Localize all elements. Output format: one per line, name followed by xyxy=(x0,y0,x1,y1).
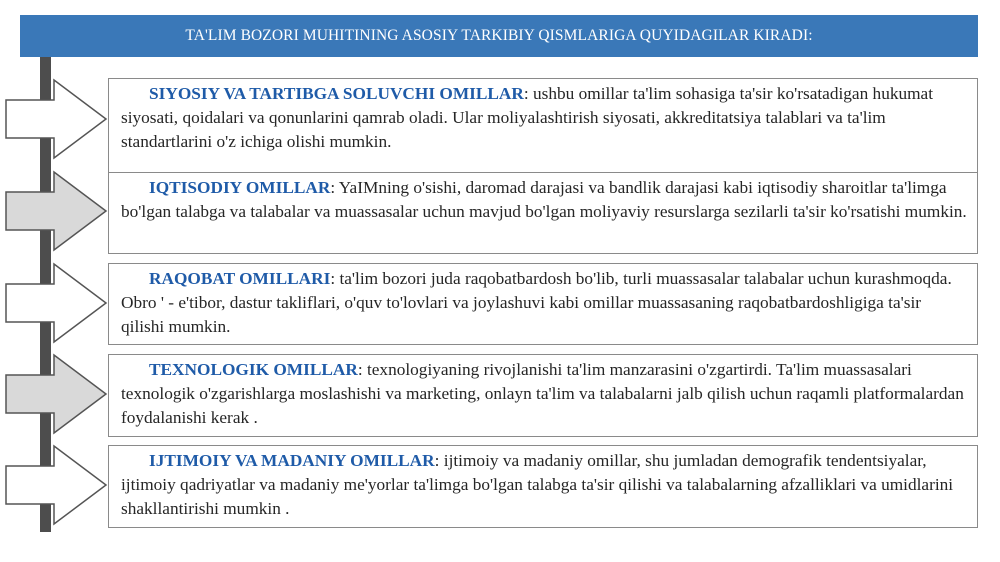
factor-text: : YaIMning o'sishi, daromad darajasi va bandlik darajasi kabi iqtisodiy sharoitlar ta'limga bo'lgan talabga va talabalar va muassasalar uchun mavjud bo'lgan moliyaviy resurslarga sezilarli ta'sir ko'rsatishi mumkin. xyxy=(121,178,967,221)
arrow-icon-4 xyxy=(4,353,108,435)
arrow-icon-5 xyxy=(4,444,108,526)
factor-box-political xyxy=(108,78,978,176)
factor-text: : texnologiyaning rivojlanishi ta'lim manzarasini o'zgartirdi. Ta'lim muassasalari texnologik o'zgarishlarga moslashishi va marketing, onlayn ta'lim va talabalarni jalb qilish uchun raqamli platformalardan foydalanishi kerak . xyxy=(121,360,964,427)
arrow-icon-3 xyxy=(4,262,108,344)
arrow-icon-1 xyxy=(4,78,108,160)
factor-text: : ta'lim bozori juda raqobatbardosh bo'lib, turli muassasalar talabalar uchun kurashmoqda. Obro ' - e'tibor, dastur takliflari, o'quv to'lovlari va joylashuvi kabi omillar muassasaning raqobatbardoshligiga ta'sir qilishi mumkin. xyxy=(121,269,952,336)
factor-box-economic xyxy=(108,172,978,254)
factor-box-technological xyxy=(108,354,978,437)
factor-title: IQTISODIY OMILLAR xyxy=(149,178,331,197)
factor-text: : ijtimoiy va madaniy omillar, shu jumladan demografik tendentsiyalar, ijtimoiy qadriyatlar va madaniy me'yorlar ta'limga bo'lgan talabga ta'sir qilishi va talabalarning afzalliklari va umidlarini shakllantirishi mumkin . xyxy=(121,451,954,518)
arrow-icon-2 xyxy=(4,170,108,252)
factor-text: : ushbu omillar ta'lim sohasiga ta'sir ko'rsatadigan hukumat siyosati, qoidalari va qonunlarini qamrab oladi. Ular moliyalashtirish siyosati, akkreditatsiya talablari va ta'lim standartlarini o'z ichiga olishi mumkin. xyxy=(121,84,934,151)
factor-title: IJTIMOIY VA MADANIY OMILLAR xyxy=(149,451,435,470)
factor-box-competition xyxy=(108,263,978,345)
factor-title: TEXNOLOGIK OMILLAR xyxy=(149,360,358,379)
factor-title: SIYOSIY VA TARTIBGA SOLUVCHI OMILLAR xyxy=(149,84,524,103)
factor-title: RAQOBAT OMILLARI xyxy=(149,269,331,288)
factor-box-social-cultural xyxy=(108,445,978,528)
header-title: TA'LIM BOZORI MUHITINING ASOSIY TARKIBIY QISMLARIGA QUYIDAGILAR KIRADI: xyxy=(185,27,813,44)
slide-header xyxy=(20,15,978,57)
